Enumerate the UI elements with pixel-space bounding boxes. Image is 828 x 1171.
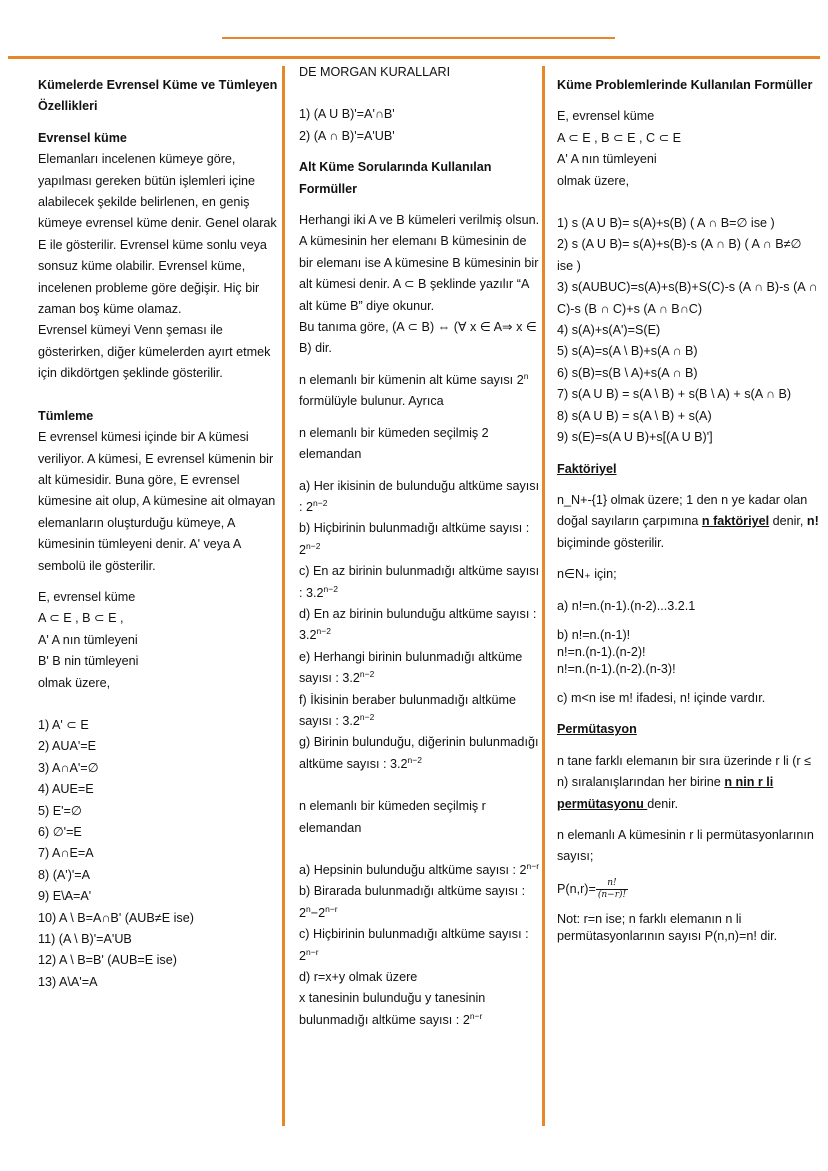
rule-item: 12) A \ B=B' (AUB=E ise) xyxy=(38,953,177,968)
two-element-item: e) Herhangi birinin bulunmadığı altküme sayısı : $3.2^{n-2}$ xyxy=(299,649,523,686)
permutasyon-count-text: n elemanlı A kümesinin r li permütasyonlarının sayısı; xyxy=(557,827,814,864)
evrensel-kume-title: Evrensel küme xyxy=(38,130,127,145)
tumleme-paragraph: E evrensel kümesi içinde bir A kümesi veriliyor. A kümesi, E evrensel kümenin bir alt kümesidir. Buna göre, E evrensel kümesine ait olup, A kümesine ait olmayan elemanların oluşturduğu kümeye, A kümesinin tümleyeni denir. A' veya A sembolü ile gösterilir. xyxy=(38,430,276,573)
header-rule xyxy=(8,56,820,59)
definition-line: B' B nin tümleyeni xyxy=(38,654,139,669)
subset-count-paragraph: n elemanlı bir kümenin alt küme sayısı 2$^n$ formülüyle bulunur. Ayrıca xyxy=(299,370,529,409)
r-element-item: b) Birarada bulunmadığı altküme sayısı : $2^n-2^{n-r}$ xyxy=(299,884,526,920)
two-element-item: a) Her ikisinin de bulunduğu altküme sayısı : $2^{n-2}$ xyxy=(299,478,540,514)
two-element-item: c) En az birinin bulunmadığı altküme sayısı : $3.2^{n-2}$ xyxy=(299,564,540,600)
rule-item: 4) AUE=E xyxy=(38,782,94,797)
faktoriyel-rule-b: b) n!=n.(n-1)! n!=n.(n-1).(n-2)! n!=n.(n-1).(n-2).(n-3)! xyxy=(557,627,676,676)
formula-item: 6) s(B)=s(B \ A)+s(A ∩ B) xyxy=(557,365,698,380)
formula-item: 3) s(AUBUC)=s(A)+s(B)+S(C)-s (A ∩ B)-s (A ∩ C)-s (B ∩ C)+s (A ∩ B∩C) xyxy=(557,280,818,316)
tumleme-title: Tümleme xyxy=(38,408,94,423)
alt-kume-title: Alt Küme Sorularında Kullanılan Formüller xyxy=(299,160,492,196)
de-morgan-rule: 1) (A U B)'=A'∩B' xyxy=(299,107,395,122)
r-element-item: a) Hepsinin bulunduğu altküme sayısı : $2^{n-r}$ xyxy=(299,861,540,877)
definitions-list xyxy=(38,587,278,694)
rule-item: 9) E\A=A' xyxy=(38,889,92,904)
definition-line: E, evrensel küme xyxy=(557,109,655,124)
de-morgan-rule: 2) (A ∩ B)'=A'UB' xyxy=(299,128,395,143)
faktoriyel-n-line: n∈N₊ için; xyxy=(557,567,617,582)
permutasyon-title: Permütasyon xyxy=(557,722,637,737)
de-morgan-title: DE MORGAN KURALLARI xyxy=(299,65,451,79)
definition-line: A ⊂ E , B ⊂ E , C ⊂ E xyxy=(557,130,682,145)
formula-item: 1) s (A U B)= s(A)+s(B) ( A ∩ B=∅ ise ) xyxy=(557,216,775,231)
alt-kume-paragraph-2: Bu tanıma göre, (A ⊂ B) ⇔ (∀ x ∈ A⇒ x ∈ B) dir. xyxy=(299,320,537,356)
evrensel-kume-paragraph-1: Elemanları incelenen kümeye göre, yapılması gereken bütün işlemleri içine alabilecek şekilde belirlenen, en geniş kümeye evrensel küme denir. Genel olarak E ile gösterilir. Evrensel küme sonlu veya sonsuz küme olabilir. Evrensel küme, incelenen probleme göre değişir. Hiç bir zaman boş küme olamaz. xyxy=(38,152,277,317)
rule-item: 13) A\A'=A xyxy=(38,974,98,989)
definition-line: E, evrensel küme xyxy=(38,589,136,604)
definition-line: A ⊂ E , B ⊂ E , xyxy=(38,611,124,626)
rule-item: 6) ∅'=E xyxy=(38,825,82,839)
two-element-intro: n elemanlı bir kümeden seçilmiş 2 elemandan xyxy=(299,425,489,462)
two-element-item: b) Hiçbirinin bulunmadığı altküme sayısı : $2^{n-2}$ xyxy=(299,521,530,557)
two-element-item: d) En az birinin bulunduğu altküme sayısı : $3.2^{n-2}$ xyxy=(299,606,537,643)
rule-item: 5) E'=∅ xyxy=(38,803,82,818)
rule-item: 2) AUA'=E xyxy=(38,739,97,754)
faktoriyel-title: Faktöriyel xyxy=(557,461,617,476)
column-divider-left xyxy=(282,66,285,1126)
r-element-item: x tanesinin bulunduğu y tanesinin bulunmadığı altküme sayısı : $2^{n-r}$ xyxy=(299,991,486,1027)
rule-item: 11) (A \ B)'=A'UB xyxy=(38,932,132,947)
formula-item: 9) s(E)=s(A U B)+s[(A U B)'] xyxy=(557,430,713,445)
kume-problemleri-title: Küme Problemlerinde Kullanılan Formüller xyxy=(557,78,813,92)
complement-rules-list xyxy=(38,715,278,993)
definition-line: A' A nın tümleyeni xyxy=(38,632,138,647)
fraction: $\frac{n!}{(n-r)!}$ xyxy=(597,877,627,900)
r-element-intro: n elemanlı bir kümeden seçilmiş r elemandan xyxy=(299,799,486,835)
alt-kume-paragraph-1: Herhangi iki A ve B kümeleri verilmiş olsun. A kümesinin her elemanı B kümesinin de bir elemanı ise A kümesine B kümesinin bir alt kümesi denir. A ⊂ B şeklinde yazılır “A alt küme B” diye okunur. xyxy=(299,213,540,313)
rule-item: 7) A∩E=A xyxy=(38,846,94,861)
r-element-item: d) r=x+y olmak üzere xyxy=(299,970,418,985)
faktoriyel-rule-a: a) n!=n.(n-1).(n-2)...3.2.1 xyxy=(557,598,696,613)
section-heading-evrensel-tumleyen: Kümelerde Evrensel Küme ve Tümleyen Özellikleri xyxy=(38,78,278,114)
rule-item: 1) A' ⊂ E xyxy=(38,717,89,732)
column-2 xyxy=(299,62,540,1031)
r-element-item: c) Hiçbirinin bulunmadığı altküme sayısı : $2^{n-r}$ xyxy=(299,927,529,963)
formula-item: 8) s(A U B) = s(A \ B) + s(A) xyxy=(557,408,712,423)
definition-line: olmak üzere, xyxy=(557,173,630,188)
top-decorative-rule xyxy=(222,37,615,39)
set-formulas-list xyxy=(557,213,821,448)
rule-item: 3) A∩A'=∅ xyxy=(38,760,99,775)
column-divider-right xyxy=(542,66,545,1126)
definition-line: olmak üzere, xyxy=(38,675,111,690)
rule-item: 8) (A')'=A xyxy=(38,867,91,882)
two-element-item: f) İkisinin beraber bulunmadığı altküme sayısı : $3.2^{n-2}$ xyxy=(299,692,517,728)
definition-line: A' A nın tümleyeni xyxy=(557,152,657,167)
evrensel-kume-paragraph-2: Evrensel kümeyi Venn şeması ile gösterirken, diğer kümelerden ayırt etmek için dikdörtgen şeklinde gösterilir. xyxy=(38,323,271,381)
column-1 xyxy=(38,75,278,993)
two-element-list xyxy=(299,476,540,776)
permutasyon-formula: P(n,r)= $\frac{n!}{(n-r)!}$ xyxy=(557,877,627,900)
permutasyon-note: Not: r=n ise; n farklı elemanın n li permütasyonlarının sayısı P(n,n)=n! dir. xyxy=(557,911,778,943)
formula-item: 2) s (A U B)= s(A)+s(B)-s (A ∩ B) ( A ∩ B≠∅ ise ) xyxy=(557,237,802,273)
column-3 xyxy=(557,75,821,945)
r-element-list xyxy=(299,860,540,1031)
formula-item: 4) s(A)+s(A')=S(E) xyxy=(557,323,661,338)
two-element-item: g) Birinin bulunduğu, diğerinin bulunmadığı altküme sayısı : $3.2^{n-2}$ xyxy=(299,735,539,771)
formula-item: 5) s(A)=s(A \ B)+s(A ∩ B) xyxy=(557,344,698,359)
faktoriyel-paragraph: n_N+-{1} olmak üzere; 1 den n ye kadar olan doğal sayıların çarpımına n faktöriyel denir, n! biçiminde gösterilir. xyxy=(557,492,819,550)
faktoriyel-rule-c: c) m<n ise m! ifadesi, n! içinde vardır. xyxy=(557,690,766,705)
rule-item: 10) A \ B=A∩B' (AUB≠E ise) xyxy=(38,910,194,925)
permutasyon-paragraph: n tane farklı elemanın bir sıra üzerinde r li (r ≤ n) sıralanışlarından her birine n nin r li permütasyonu denir. xyxy=(557,753,811,811)
formula-item: 7) s(A U B) = s(A \ B) + s(B \ A) + s(A ∩ B) xyxy=(557,387,792,402)
